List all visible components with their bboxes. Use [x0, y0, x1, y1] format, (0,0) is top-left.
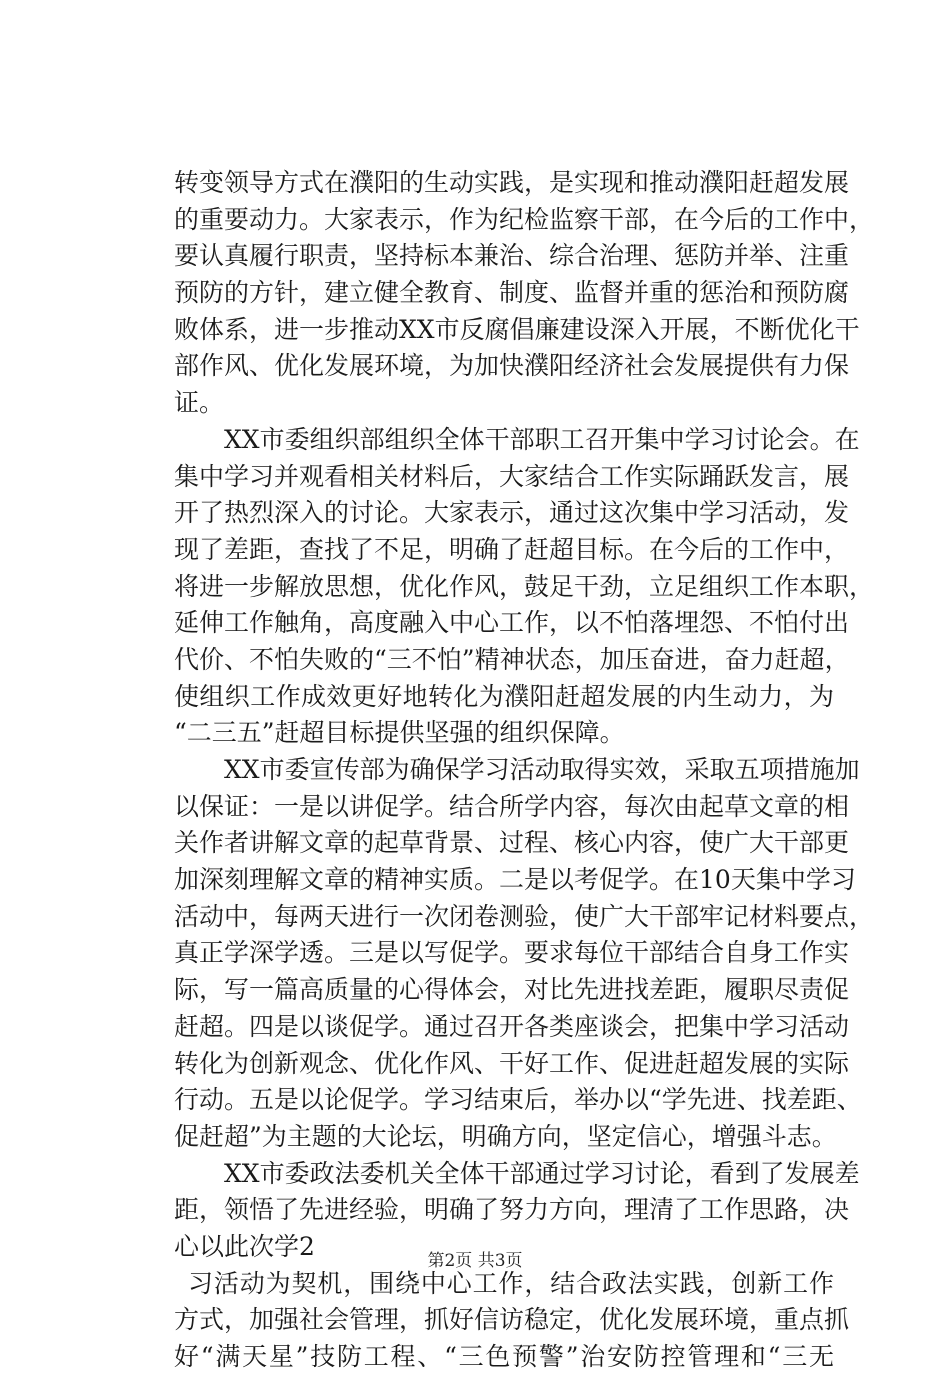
text-line: 延伸工作触角，高度融入中心工作，以不怕落埋怨、不怕付出 — [174, 608, 850, 638]
text-line: 加深刻理解文章的精神实质。二是以考促学。在10天集中学习 — [174, 865, 856, 895]
text-line: 要认真履行职责，坚持标本兼治、综合治理、惩防并举、注重 — [174, 241, 850, 271]
text-line: 使组织工作成效更好地转化为濮阳赶超发展的内生动力，为 — [174, 681, 834, 711]
text-line: “二三五”赶超目标提供坚强的组织保障。 — [174, 718, 625, 748]
paragraph-first-line: XX市委宣传部为确保学习活动取得实效，采取五项措施加 — [224, 755, 860, 784]
page-number-footer: 第2页 共3页 — [427, 1251, 523, 1271]
text-line: 真正学深学透。三是以写促学。要求每位干部结合自身工作实 — [174, 938, 850, 968]
text-line: 心以此次学2 — [174, 1231, 315, 1261]
paragraph-first-line: XX市委政法委机关全体干部通过学习讨论，看到了发展差 — [224, 1158, 860, 1188]
text-line: 将进一步解放思想，优化作风，鼓足干劲，立足组织工作本职， — [174, 571, 875, 601]
text-line: 行动。五是以论促学。学习结束后，举办以“学先进、找差距、 — [174, 1085, 862, 1115]
text-line: 开了热烈深入的讨论。大家表示，通过这次集中学习活动，发 — [174, 498, 850, 528]
text-line: 现了差距，查找了不足，明确了赶超目标。在今后的工作中， — [174, 534, 850, 564]
text-line: 方式，加强社会管理，抓好信访稳定，优化发展环境，重点抓 — [174, 1305, 850, 1335]
document-body — [174, 165, 875, 1376]
paragraph-first-line: 习活动为契机，围绕中心工作，结合政法实践，创新工作 — [188, 1268, 834, 1298]
text-line: 赶超。四是以谈促学。通过召开各类座谈会，把集中学习活动 — [174, 1011, 850, 1041]
text-line: 预防的方针，建立健全教育、制度、监督并重的惩治和预防腐 — [174, 278, 850, 308]
text-line: 代价、不怕失败的“三不怕”精神状态，加压奋进，奋力赶超， — [174, 644, 850, 674]
text-line: 际，写一篇高质量的心得体会，对比先进找差距，履职尽责促 — [174, 975, 850, 1005]
text-line: 好“满天星”技防工程、“三色预警”治安防控管理和“三无 — [174, 1342, 834, 1371]
text-line: 以保证：一是以讲促学。结合所学内容，每次由起草文章的相 — [174, 791, 850, 821]
text-line: 部作风、优化发展环境，为加快濮阳经济社会发展提供有力保 — [174, 351, 850, 381]
text-line: 促赶超”为主题的大论坛，明确方向，坚定信心，增强斗志。 — [174, 1121, 837, 1151]
text-line: 活动中，每两天进行一次闭卷测验，使广大干部牢记材料要点， — [174, 901, 875, 931]
text-line: 转变领导方式在濮阳的生动实践，是实现和推动濮阳赶超发展 — [174, 168, 850, 197]
text-line: 证。 — [174, 388, 225, 418]
text-line: 转化为创新观念、优化作风、干好工作、促进赶超发展的实际 — [174, 1048, 850, 1078]
text-line: 败体系，进一步推动XX市反腐倡廉建设深入开展，不断优化干 — [174, 314, 860, 344]
text-line: 集中学习并观看相关材料后，大家结合工作实际踊跃发言，展 — [174, 461, 850, 491]
paragraph-first-line: XX市委组织部组织全体干部职工召开集中学习讨论会。在 — [224, 424, 860, 454]
text-line: 的重要动力。大家表示，作为纪检监察干部，在今后的工作中， — [174, 204, 875, 234]
text-line: 关作者讲解文章的起草背景、过程、核心内容，使广大干部更 — [174, 828, 850, 858]
text-line: 距，领悟了先进经验，明确了努力方向，理清了工作思路，决 — [174, 1195, 850, 1225]
